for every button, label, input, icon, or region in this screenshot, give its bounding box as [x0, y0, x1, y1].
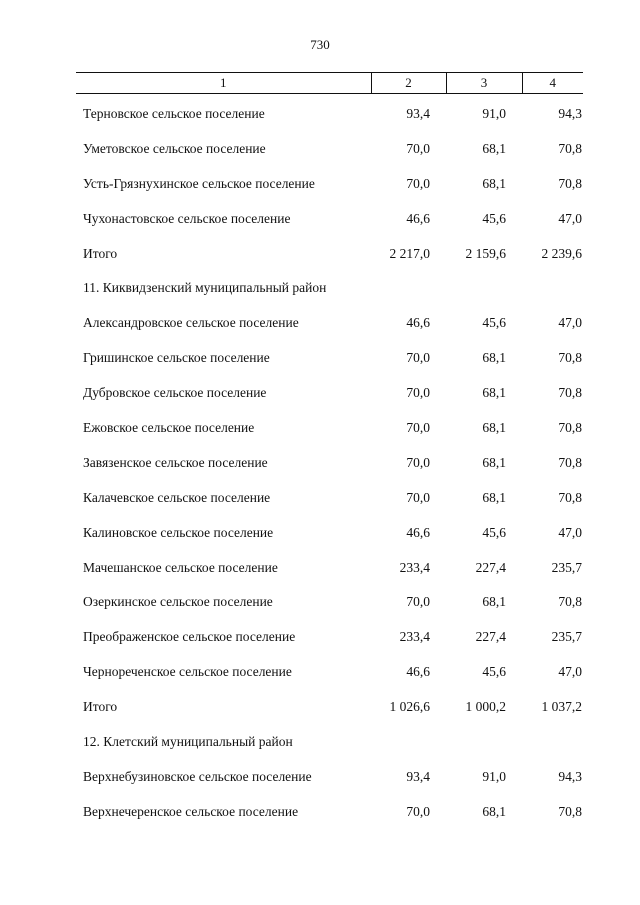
- row-value-col3: 45,6: [482, 524, 506, 540]
- row-value-col2: 1 026,6: [389, 699, 430, 715]
- row-value-col3: 68,1: [482, 454, 506, 470]
- row-value-col4: 70,8: [558, 803, 582, 819]
- row-value-col3: 68,1: [482, 140, 506, 156]
- row-value-col4: 70,8: [558, 489, 582, 505]
- row-name: Верхнечеренское сельское поселение: [83, 803, 299, 819]
- row-value-col2: 233,4: [399, 629, 430, 645]
- row-value-col3: 68,1: [482, 803, 506, 819]
- row-value-col4: 70,8: [558, 385, 582, 401]
- row-name: Чернореченское сельское поселение: [83, 664, 292, 680]
- page-number: 730: [310, 37, 330, 52]
- row-value-col2: 70,0: [406, 420, 430, 436]
- row-value-col3: 45,6: [482, 315, 506, 331]
- table-row: [0, 97, 640, 132]
- row-value-col3: 2 159,6: [465, 245, 506, 261]
- table-body: [0, 97, 640, 830]
- column-header-row: [76, 73, 583, 94]
- row-value-col4: 2 239,6: [541, 245, 582, 261]
- row-value-col4: 47,0: [558, 210, 582, 226]
- table-row: [0, 167, 640, 202]
- table-row: [0, 585, 640, 620]
- row-value-col3: 45,6: [482, 210, 506, 226]
- row-name: Преображенское сельское поселение: [83, 629, 296, 645]
- row-name: Дубровское сельское поселение: [83, 385, 267, 401]
- row-value-col4: 70,8: [558, 350, 582, 366]
- row-value-col4: 47,0: [558, 315, 582, 331]
- row-value-col2: 233,4: [399, 559, 430, 575]
- row-value-col2: 70,0: [406, 454, 430, 470]
- table-row: [0, 481, 640, 516]
- row-value-col3: 68,1: [482, 385, 506, 401]
- row-value-col4: 47,0: [558, 524, 582, 540]
- table-row: [0, 620, 640, 655]
- row-value-col4: 94,3: [558, 768, 582, 784]
- row-value-col4: 235,7: [551, 559, 582, 575]
- table-row: [0, 690, 640, 725]
- row-value-col4: 70,8: [558, 175, 582, 191]
- row-value-col3: 68,1: [482, 420, 506, 436]
- table-row: [0, 411, 640, 446]
- row-name: Завязенское сельское поселение: [83, 454, 268, 470]
- table-row: [0, 655, 640, 690]
- row-name: Александровское сельское поселение: [83, 315, 299, 331]
- row-name: Верхнебузиновское сельское поселение: [83, 768, 312, 784]
- row-value-col3: 45,6: [482, 664, 506, 680]
- row-value-col2: 93,4: [406, 768, 430, 784]
- row-value-col2: 70,0: [406, 489, 430, 505]
- row-name: Ежовское сельское поселение: [83, 420, 255, 436]
- table-row: [0, 551, 640, 586]
- row-value-col4: 70,8: [558, 420, 582, 436]
- row-value-col3: 68,1: [482, 350, 506, 366]
- row-value-col2: 70,0: [406, 140, 430, 156]
- row-value-col3: 1 000,2: [465, 699, 506, 715]
- row-name: Калачевское сельское поселение: [83, 489, 271, 505]
- table-row: [0, 237, 640, 272]
- column-header-1: 1: [76, 73, 371, 94]
- row-name: 11. Киквидзенский муниципальный район: [83, 280, 327, 296]
- table-row: [0, 760, 640, 795]
- row-value-col4: 47,0: [558, 664, 582, 680]
- row-value-col4: 94,3: [558, 106, 582, 121]
- row-value-col3: 91,0: [482, 106, 506, 121]
- row-value-col2: 46,6: [406, 664, 430, 680]
- table-row: [0, 306, 640, 341]
- table-row: [0, 795, 640, 830]
- row-name: Уметовское сельское поселение: [83, 140, 266, 156]
- row-value-col2: 46,6: [406, 315, 430, 331]
- table-row: [0, 132, 640, 167]
- row-value-col3: 68,1: [482, 175, 506, 191]
- row-name: Озеркинское сельское поселение: [83, 594, 273, 610]
- row-name: 12. Клетский муниципальный район: [83, 734, 293, 750]
- table-row: [0, 271, 640, 306]
- row-name: Чухонастовское сельское поселение: [83, 210, 291, 226]
- row-value-col4: 1 037,2: [541, 699, 582, 715]
- row-name: Мачешанское сельское поселение: [83, 559, 278, 575]
- row-name: Итого: [83, 699, 118, 715]
- row-value-col2: 2 217,0: [389, 245, 430, 261]
- table-row: [0, 341, 640, 376]
- row-value-col4: 70,8: [558, 140, 582, 156]
- row-value-col2: 93,4: [406, 106, 430, 121]
- table-row: [0, 446, 640, 481]
- row-name: Итого: [83, 245, 118, 261]
- table-row: [0, 376, 640, 411]
- row-name: Калиновское сельское поселение: [83, 524, 274, 540]
- row-name: Усть-Грязнухинское сельское поселение: [83, 175, 315, 191]
- row-value-col3: 68,1: [482, 489, 506, 505]
- row-value-col2: 70,0: [406, 803, 430, 819]
- row-value-col3: 68,1: [482, 594, 506, 610]
- row-value-col2: 46,6: [406, 210, 430, 226]
- row-value-col2: 70,0: [406, 385, 430, 401]
- row-value-col2: 70,0: [406, 594, 430, 610]
- row-value-col2: 70,0: [406, 350, 430, 366]
- table-row: [0, 516, 640, 551]
- row-value-col3: 227,4: [475, 559, 506, 575]
- table-row: [0, 202, 640, 237]
- row-name: Терновское сельское поселение: [83, 106, 265, 121]
- column-header-3: 3: [446, 73, 522, 94]
- row-value-col4: 235,7: [551, 629, 582, 645]
- row-value-col4: 70,8: [558, 454, 582, 470]
- row-value-col4: 70,8: [558, 594, 582, 610]
- row-value-col3: 91,0: [482, 768, 506, 784]
- table-row: [0, 725, 640, 760]
- row-value-col2: 70,0: [406, 175, 430, 191]
- row-name: Гришинское сельское поселение: [83, 350, 270, 366]
- column-header-2: 2: [371, 73, 446, 94]
- row-value-col2: 46,6: [406, 524, 430, 540]
- column-header-table: [76, 67, 583, 94]
- row-value-col3: 227,4: [475, 629, 506, 645]
- column-header-4: 4: [522, 73, 583, 94]
